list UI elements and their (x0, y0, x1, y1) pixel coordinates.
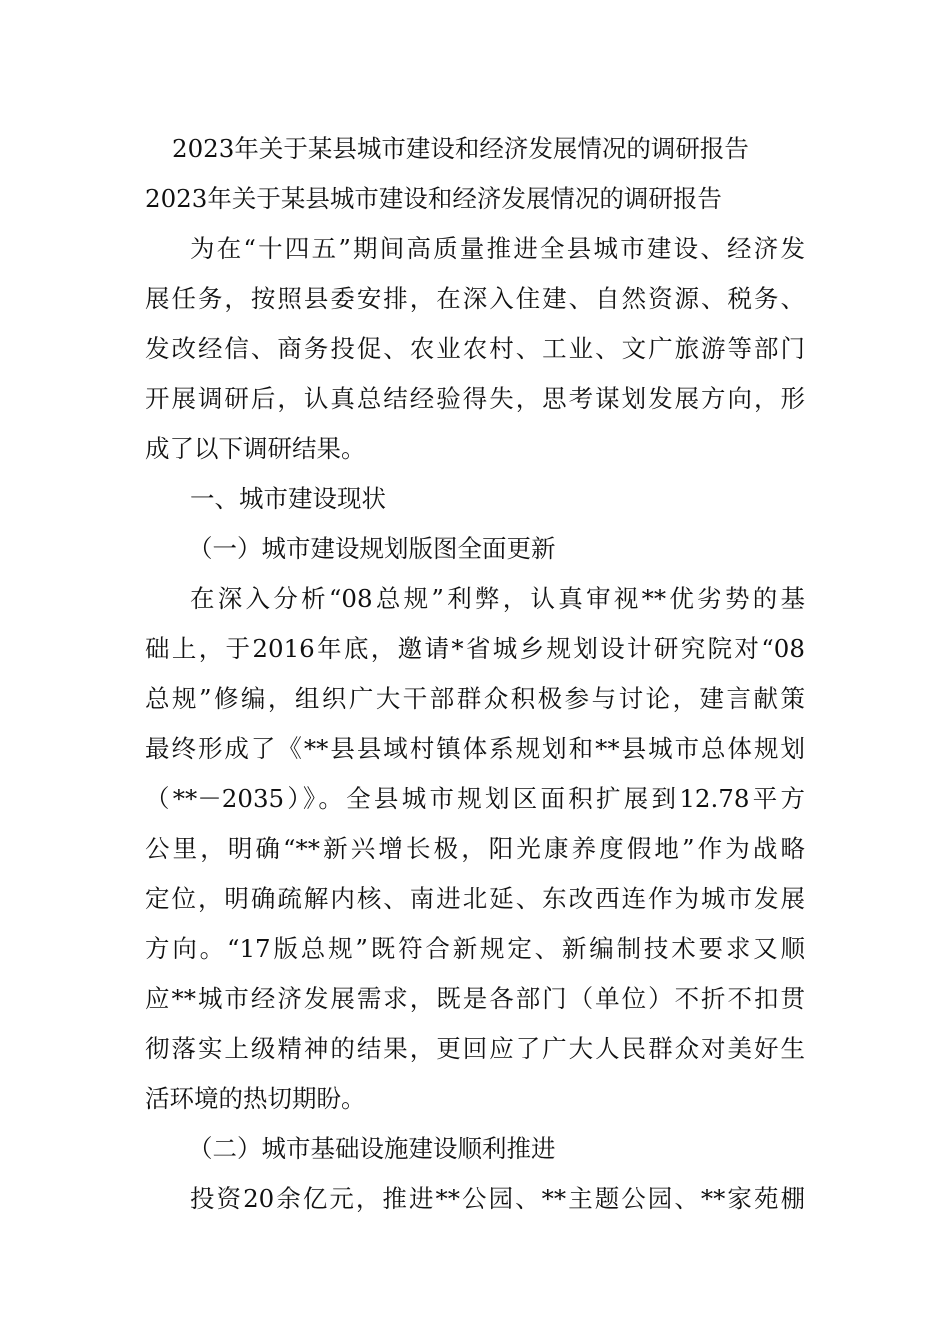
body-paragraph-line: 在深入分析“08总规”利弊，认真审视**优劣势的基 (190, 584, 805, 613)
body-paragraph-line: 公里，明确“**新兴增长极，阳光康养度假地”作为战略 (145, 834, 805, 863)
body-paragraph-line: 彻落实上级精神的结果，更回应了广大人民群众对美好生 (145, 1034, 805, 1063)
subsection-heading: （一）城市建设规划版图全面更新 (188, 534, 556, 563)
intro-paragraph-line: 为在“十四五”期间高质量推进全县城市建设、经济发 (190, 234, 805, 263)
body-paragraph-line: 总规”修编，组织广大干部群众积极参与讨论，建言献策 (145, 684, 805, 713)
intro-paragraph-line: 成了以下调研结果。 (145, 434, 366, 463)
intro-paragraph-line: 发改经信、商务投促、农业农村、工业、文广旅游等部门 (145, 334, 805, 363)
body-paragraph-line: 方向。“17版总规”既符合新规定、新编制技术要求又顺 (145, 934, 805, 963)
body-paragraph-line: 应**城市经济发展需求，既是各部门（单位）不折不扣贯 (145, 984, 805, 1013)
intro-paragraph-line: 开展调研后，认真总结经验得失，思考谋划发展方向，形 (145, 384, 805, 413)
body-paragraph-line: 活环境的热切期盼。 (145, 1084, 366, 1113)
body-paragraph-line: （**－2035）》。全县城市规划区面积扩展到12.78平方 (145, 784, 805, 813)
document-title: 2023年关于某县城市建设和经济发展情况的调研报告 (172, 134, 749, 163)
document-title-repeat: 2023年关于某县城市建设和经济发展情况的调研报告 (145, 184, 722, 213)
body-paragraph-line: 础上，于2016年底，邀请*省城乡规划设计研究院对“08 (145, 634, 805, 663)
section-heading: 一、城市建设现状 (190, 484, 386, 513)
body-paragraph-line: 定位，明确疏解内核、南进北延、东改西连作为城市发展 (145, 884, 805, 913)
body-paragraph-line: 最终形成了《**县县域村镇体系规划和**县城市总体规划 (145, 734, 805, 763)
body-paragraph-line: 投资20余亿元，推进**公园、**主题公园、**家苑棚 (190, 1184, 805, 1213)
intro-paragraph-line: 展任务，按照县委安排，在深入住建、自然资源、税务、 (145, 284, 805, 313)
subsection-heading: （二）城市基础设施建设顺利推进 (188, 1134, 556, 1163)
